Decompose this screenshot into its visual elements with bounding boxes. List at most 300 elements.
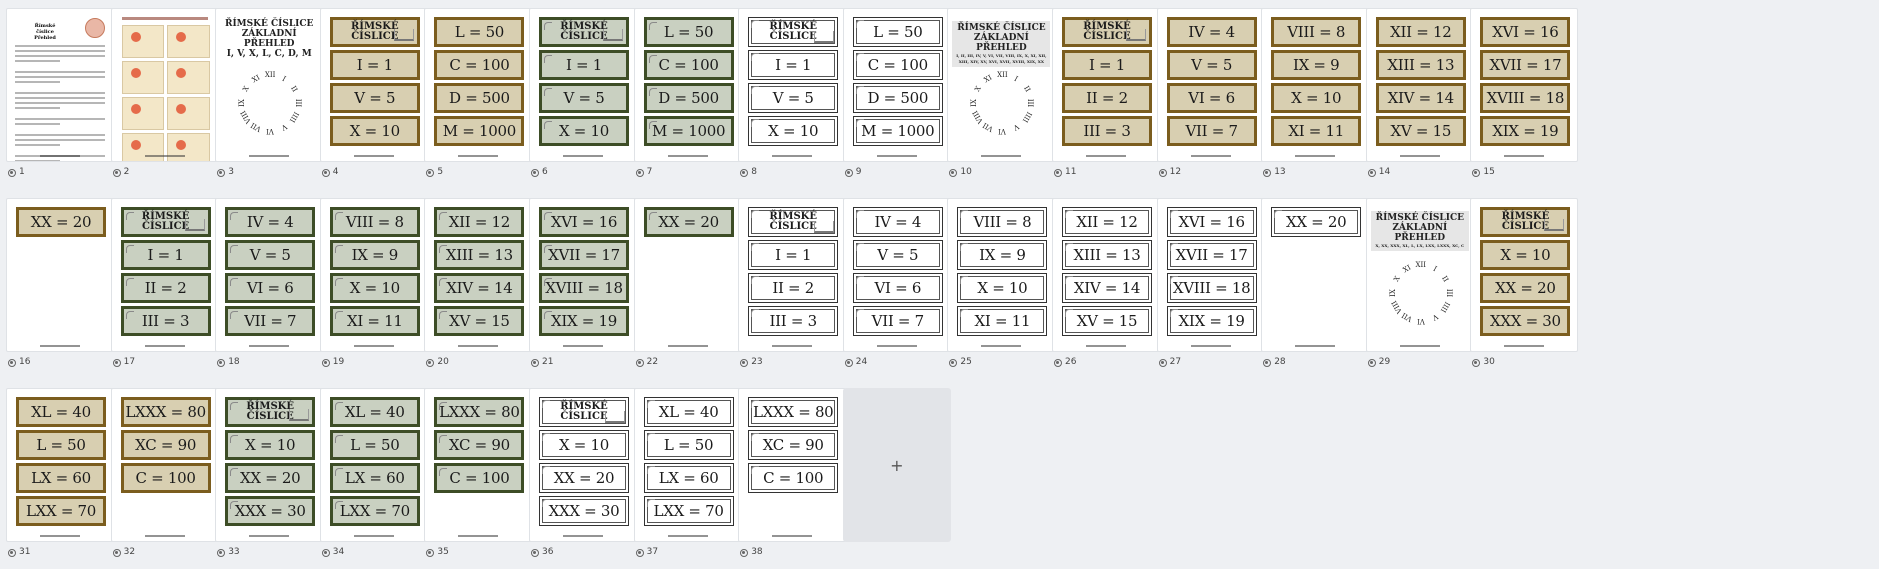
text-line bbox=[15, 123, 60, 125]
numeral-card: XIX = 19 bbox=[1480, 116, 1570, 146]
clock-numeral: XI bbox=[983, 73, 994, 85]
page-thumbnail[interactable] bbox=[738, 198, 846, 352]
clock-numeral: VIII bbox=[971, 109, 985, 125]
page-number-label bbox=[322, 356, 344, 368]
page-thumbnail[interactable] bbox=[843, 198, 951, 352]
clock-numeral: III bbox=[294, 98, 303, 108]
page-settings-icon[interactable] bbox=[426, 358, 434, 366]
page-thumbnail[interactable] bbox=[111, 388, 219, 542]
page-thumbnail[interactable] bbox=[6, 198, 114, 352]
page-number-label bbox=[8, 546, 30, 558]
card-stack bbox=[748, 17, 838, 149]
clock-numeral: V bbox=[279, 122, 289, 132]
page-number-label bbox=[1472, 356, 1494, 368]
page-thumbnail[interactable] bbox=[1261, 198, 1369, 352]
page-settings-icon[interactable] bbox=[740, 168, 748, 176]
card-stack bbox=[16, 397, 106, 529]
page-number: 33 bbox=[228, 547, 240, 557]
page-settings-icon[interactable] bbox=[531, 358, 539, 366]
corner-ornament-icon bbox=[649, 88, 657, 96]
page-number: 5 bbox=[437, 167, 444, 177]
text-line bbox=[15, 144, 60, 146]
page-settings-icon[interactable] bbox=[949, 358, 957, 366]
colosseum-icon bbox=[1126, 29, 1146, 41]
numeral-card: IV = 4 bbox=[853, 207, 943, 237]
numeral-card: XIII = 13 bbox=[434, 240, 524, 270]
numeral-card: M = 1000 bbox=[434, 116, 524, 146]
page-number: 3 bbox=[228, 167, 234, 177]
page-number-label bbox=[1159, 356, 1181, 368]
page-thumbnail[interactable] bbox=[320, 8, 428, 162]
page-number: 12 bbox=[1169, 167, 1182, 177]
numeral-card: XII = 12 bbox=[1376, 17, 1466, 47]
page-thumbnail[interactable] bbox=[1052, 198, 1160, 352]
page-number-label bbox=[740, 546, 762, 558]
page-thumbnail[interactable] bbox=[738, 388, 846, 542]
page-thumbnail[interactable] bbox=[529, 8, 637, 162]
title-card-line: ŘÍMSKÉ bbox=[560, 401, 608, 412]
clock-face bbox=[235, 69, 305, 139]
page-number: 26 bbox=[1065, 357, 1077, 367]
corner-ornament-icon bbox=[544, 88, 552, 96]
corner-ornament-icon bbox=[856, 119, 864, 127]
page-number-label bbox=[8, 356, 30, 368]
page-number: 29 bbox=[1378, 357, 1391, 367]
corner-ornament-icon bbox=[647, 466, 655, 474]
clock-face bbox=[967, 69, 1037, 139]
page-number: 21 bbox=[542, 357, 554, 367]
corner-ornament-icon bbox=[751, 309, 759, 317]
page-settings-icon[interactable] bbox=[1054, 358, 1062, 366]
clock-numeral: II bbox=[1021, 84, 1032, 94]
corner-ornament-icon bbox=[751, 53, 759, 61]
numeral-card: XIV = 14 bbox=[1376, 83, 1466, 113]
page-settings-icon[interactable] bbox=[1472, 358, 1480, 366]
clock-numeral: X bbox=[1391, 274, 1402, 284]
page-settings-icon[interactable] bbox=[740, 358, 748, 366]
page-number-label bbox=[1054, 356, 1076, 368]
page-thumbnail[interactable] bbox=[6, 388, 114, 542]
text-line bbox=[15, 107, 60, 109]
card-stack bbox=[1376, 17, 1466, 149]
title-card bbox=[225, 397, 315, 427]
page-number: 13 bbox=[1274, 167, 1286, 177]
colosseum-logo-icon bbox=[85, 18, 105, 38]
page-settings-icon[interactable] bbox=[217, 168, 225, 176]
page-thumbnail[interactable] bbox=[1052, 8, 1160, 162]
page-footer-mark bbox=[668, 155, 708, 157]
page-thumbnail[interactable] bbox=[424, 388, 532, 542]
page-settings-icon[interactable] bbox=[322, 168, 330, 176]
clock-title-line: ZÁKLADNÍ PŘEHLED bbox=[241, 29, 297, 49]
numeral-card: II = 2 bbox=[1062, 83, 1152, 113]
page-footer-mark bbox=[354, 535, 394, 537]
numeral-card: C = 100 bbox=[644, 50, 734, 80]
page-settings-icon[interactable] bbox=[949, 168, 957, 176]
page-settings-icon[interactable] bbox=[531, 168, 539, 176]
page-thumbnail[interactable] bbox=[424, 8, 532, 162]
numeral-card: L = 50 bbox=[434, 17, 524, 47]
numeral-card: XVII = 17 bbox=[1167, 240, 1257, 270]
corner-ornament-icon bbox=[1274, 210, 1282, 218]
clock-numeral: XII bbox=[997, 71, 1008, 79]
clock-face bbox=[1386, 259, 1456, 329]
corner-ornament-icon bbox=[751, 86, 759, 94]
page-number: 25 bbox=[960, 357, 972, 367]
card-stack bbox=[121, 207, 211, 339]
page-settings-icon[interactable] bbox=[636, 358, 644, 366]
page-footer-mark bbox=[354, 155, 394, 157]
page-number-label bbox=[217, 546, 239, 558]
page-thumbnail[interactable] bbox=[1470, 8, 1578, 162]
card-stack bbox=[644, 207, 734, 240]
page-number-label bbox=[217, 166, 234, 178]
colosseum-icon bbox=[185, 219, 205, 231]
title-card-line: ŘÍMSKÉ bbox=[141, 211, 190, 222]
numeral-card: X = 10 bbox=[748, 116, 838, 146]
page-number-label bbox=[1159, 166, 1181, 178]
page-thumbnail[interactable] bbox=[1366, 198, 1474, 352]
numeral-card: XI = 11 bbox=[957, 306, 1047, 336]
text-line bbox=[15, 102, 105, 104]
page-settings-icon[interactable] bbox=[1472, 168, 1480, 176]
text-line bbox=[15, 81, 60, 83]
page-thumbnail[interactable] bbox=[634, 198, 742, 352]
text-line bbox=[15, 65, 105, 68]
page-number: 38 bbox=[751, 547, 763, 557]
numeral-card: IX = 9 bbox=[330, 240, 420, 270]
page-settings-icon[interactable] bbox=[1054, 168, 1062, 176]
numeral-card: L = 50 bbox=[644, 17, 734, 47]
card-stack bbox=[1062, 207, 1152, 339]
page-footer-mark bbox=[1400, 155, 1440, 157]
clock-numeral: VII bbox=[249, 121, 263, 134]
page-thumbnail[interactable] bbox=[320, 198, 428, 352]
page-settings-icon[interactable] bbox=[113, 168, 121, 176]
numeral-card: LXX = 70 bbox=[16, 496, 106, 526]
title-card-line: ČÍSLICE bbox=[142, 221, 190, 232]
numeral-card: D = 500 bbox=[853, 83, 943, 113]
page-settings-icon[interactable] bbox=[531, 548, 539, 556]
add-page-button[interactable]: + bbox=[843, 388, 951, 542]
worksheet-panel bbox=[167, 133, 210, 162]
numeral-card: X = 10 bbox=[225, 430, 315, 460]
corner-ornament-icon bbox=[335, 501, 343, 509]
numeral-card: LX = 60 bbox=[330, 463, 420, 493]
card-stack bbox=[434, 17, 524, 149]
page-thumbnail[interactable] bbox=[634, 8, 742, 162]
page-number: 9 bbox=[855, 167, 862, 177]
page-number-label bbox=[1263, 356, 1285, 368]
title-card-line: ŘÍMSKÉ bbox=[769, 21, 817, 32]
corner-ornament-icon bbox=[126, 212, 134, 220]
page-footer-mark bbox=[458, 155, 498, 157]
card-stack bbox=[539, 17, 629, 149]
corner-ornament-icon bbox=[544, 311, 552, 319]
numeral-card: XX = 20 bbox=[644, 207, 734, 237]
page-number-label bbox=[1263, 166, 1285, 178]
corner-ornament-icon bbox=[126, 278, 134, 286]
corner-ornament-icon bbox=[856, 53, 864, 61]
corner-ornament-icon bbox=[751, 400, 759, 408]
page-footer-mark bbox=[772, 155, 812, 157]
page-settings-icon[interactable] bbox=[426, 168, 434, 176]
text-line bbox=[15, 134, 105, 136]
numeral-card: X = 10 bbox=[957, 273, 1047, 303]
corner-ornament-icon bbox=[647, 499, 655, 507]
corner-ornament-icon bbox=[439, 278, 447, 286]
numeral-card: X = 10 bbox=[330, 273, 420, 303]
page-settings-icon[interactable] bbox=[322, 358, 330, 366]
corner-ornament-icon bbox=[230, 245, 238, 253]
page-thumbnail[interactable] bbox=[1261, 8, 1369, 162]
page-number-label bbox=[113, 546, 135, 558]
card-stack bbox=[644, 397, 734, 529]
page-thumbnail[interactable] bbox=[738, 8, 846, 162]
page-thumbnail[interactable] bbox=[1157, 8, 1265, 162]
page-settings-icon[interactable] bbox=[8, 168, 16, 176]
page-thumbnail[interactable] bbox=[947, 8, 1055, 162]
colosseum-icon bbox=[814, 31, 834, 43]
numeral-card: IX = 9 bbox=[1271, 50, 1361, 80]
page-settings-icon[interactable] bbox=[1368, 168, 1376, 176]
colosseum-icon bbox=[289, 409, 309, 421]
corner-ornament-icon bbox=[649, 55, 657, 63]
corner-ornament-icon bbox=[856, 276, 864, 284]
page-number-label bbox=[426, 166, 443, 178]
page-thumbnail[interactable] bbox=[529, 388, 637, 542]
page-thumbnail[interactable] bbox=[215, 8, 323, 162]
clock-numeral: I bbox=[1013, 74, 1020, 83]
clock-numeral: VI bbox=[266, 127, 275, 135]
corner-ornament-icon bbox=[751, 243, 759, 251]
page-settings-icon[interactable] bbox=[1159, 358, 1167, 366]
card-stack bbox=[434, 397, 524, 496]
page-number-label bbox=[1054, 166, 1076, 178]
title-card bbox=[121, 207, 211, 237]
page-number: 19 bbox=[332, 357, 345, 367]
numeral-card: XIX = 19 bbox=[1167, 306, 1257, 336]
clock-title-line: I, V, X, L, C, D, M bbox=[226, 49, 312, 59]
page-footer-mark bbox=[1086, 155, 1126, 157]
clock-numeral: IX bbox=[1388, 289, 1397, 297]
numeral-card: XXX = 30 bbox=[1480, 306, 1570, 336]
card-stack bbox=[1062, 17, 1152, 149]
page-number-label bbox=[949, 356, 971, 368]
corner-ornament-icon bbox=[856, 20, 864, 28]
numeral-card: VIII = 8 bbox=[330, 207, 420, 237]
page-number-label bbox=[845, 166, 862, 178]
page-thumbnail[interactable] bbox=[111, 198, 219, 352]
numeral-card: XC = 90 bbox=[434, 430, 524, 460]
corner-ornament-icon bbox=[649, 121, 657, 129]
document-title: Římské číslice Přehled bbox=[34, 23, 56, 41]
page-thumbnail[interactable] bbox=[320, 388, 428, 542]
page-settings-icon[interactable] bbox=[217, 548, 225, 556]
numeral-card: XIV = 14 bbox=[434, 273, 524, 303]
worksheet-panel bbox=[167, 25, 210, 58]
numeral-card: I = 1 bbox=[1062, 50, 1152, 80]
page-number: 34 bbox=[332, 547, 345, 557]
clock-title-line: ŘÍMSKÉ ČÍSLICE bbox=[957, 23, 1046, 33]
clock-numeral: V bbox=[1430, 312, 1439, 322]
corner-ornament-icon bbox=[1065, 309, 1073, 317]
page-number: 8 bbox=[751, 167, 757, 177]
page-number: 11 bbox=[1065, 167, 1077, 177]
numeral-card: VII = 7 bbox=[225, 306, 315, 336]
numeral-card: III = 3 bbox=[121, 306, 211, 336]
numeral-card: XIII = 13 bbox=[1376, 50, 1466, 80]
page-settings-icon[interactable] bbox=[426, 548, 434, 556]
page-settings-icon[interactable] bbox=[113, 358, 121, 366]
text-line bbox=[15, 118, 105, 120]
colosseum-icon bbox=[1544, 219, 1564, 231]
numeral-card: V = 5 bbox=[330, 83, 420, 113]
clock-numeral: IIII bbox=[1020, 110, 1033, 124]
page-thumbnail[interactable] bbox=[529, 198, 637, 352]
text-line bbox=[15, 112, 105, 115]
numeral-card: XL = 40 bbox=[330, 397, 420, 427]
numeral-card: XC = 90 bbox=[748, 430, 838, 460]
text-line bbox=[15, 139, 105, 141]
card-stack bbox=[330, 397, 420, 529]
page-settings-icon[interactable] bbox=[1263, 168, 1271, 176]
corner-ornament-icon bbox=[126, 245, 134, 253]
numeral-card: L = 50 bbox=[330, 430, 420, 460]
page-thumbnail[interactable] bbox=[1157, 198, 1265, 352]
clock-numeral: VIII bbox=[1389, 299, 1404, 315]
title-card-line: ČÍSLICE bbox=[1501, 221, 1549, 232]
title-card bbox=[1480, 207, 1570, 237]
text-line bbox=[15, 92, 105, 94]
page-settings-icon[interactable] bbox=[1159, 168, 1167, 176]
title-card-line: ČÍSLICE bbox=[560, 31, 608, 42]
corner-ornament-icon bbox=[1170, 210, 1178, 218]
page-footer-mark bbox=[1191, 345, 1231, 347]
corner-ornament-icon bbox=[230, 402, 238, 410]
corner-ornament-icon bbox=[647, 433, 655, 441]
page-thumbnail[interactable] bbox=[634, 388, 742, 542]
page-settings-icon[interactable] bbox=[1263, 358, 1271, 366]
clock-title-line: ZÁKLADNÍ PŘEHLED bbox=[973, 33, 1029, 53]
page-footer-mark bbox=[145, 155, 185, 157]
page-number-label bbox=[636, 546, 658, 558]
page-thumbnail[interactable] bbox=[1470, 198, 1578, 352]
page-thumbnail[interactable] bbox=[111, 8, 219, 162]
numeral-card: LX = 60 bbox=[644, 463, 734, 493]
page-settings-icon[interactable] bbox=[636, 548, 644, 556]
numeral-card: C = 100 bbox=[121, 463, 211, 493]
clock-title-line: ZÁKLADNÍ PŘEHLED bbox=[1392, 223, 1448, 243]
corner-ornament-icon bbox=[439, 402, 447, 410]
text-line bbox=[15, 45, 105, 47]
page-thumbnail[interactable] bbox=[424, 198, 532, 352]
clock-numeral: I bbox=[280, 74, 288, 83]
numeral-card: LXXX = 80 bbox=[121, 397, 211, 427]
page-thumbnail[interactable] bbox=[1366, 8, 1474, 162]
numeral-card: LX = 60 bbox=[16, 463, 106, 493]
numeral-card: V = 5 bbox=[225, 240, 315, 270]
page-footer-mark bbox=[877, 155, 917, 157]
clock-numeral: XI bbox=[1401, 263, 1413, 275]
card-stack bbox=[434, 207, 524, 339]
card-stack bbox=[957, 207, 1047, 339]
title-card bbox=[539, 17, 629, 47]
page-settings-icon[interactable] bbox=[740, 548, 748, 556]
numeral-card: XVIII = 18 bbox=[1480, 83, 1570, 113]
page-number-label bbox=[636, 166, 653, 178]
page-thumbnail[interactable] bbox=[6, 8, 114, 162]
page-settings-icon[interactable] bbox=[845, 358, 853, 366]
page-number: 31 bbox=[19, 547, 31, 557]
text-line bbox=[15, 60, 60, 62]
clock-numeral: V bbox=[1012, 122, 1021, 132]
corner-ornament-icon bbox=[751, 119, 759, 127]
page-number: 1 bbox=[19, 167, 25, 177]
corner-ornament-icon bbox=[335, 435, 343, 443]
page-thumbnail[interactable] bbox=[843, 8, 951, 162]
page-settings-icon[interactable] bbox=[217, 358, 225, 366]
corner-ornament-icon bbox=[751, 20, 759, 28]
numeral-card: LXXX = 80 bbox=[434, 397, 524, 427]
page-number: 37 bbox=[646, 547, 659, 557]
corner-ornament-icon bbox=[1170, 309, 1178, 317]
page-number-label bbox=[217, 356, 239, 368]
numeral-card: III = 3 bbox=[748, 306, 838, 336]
page-footer-mark bbox=[249, 155, 289, 157]
clock-numeral: IX bbox=[970, 99, 979, 107]
page-settings-icon[interactable] bbox=[845, 168, 853, 176]
page-number: 27 bbox=[1169, 357, 1182, 367]
corner-ornament-icon bbox=[960, 243, 968, 251]
page-number-label bbox=[1368, 356, 1390, 368]
numeral-card: XIV = 14 bbox=[1062, 273, 1152, 303]
text-line bbox=[15, 86, 105, 89]
worksheet-panel bbox=[167, 61, 210, 94]
page-settings-icon[interactable] bbox=[1368, 358, 1376, 366]
numeral-card: XV = 15 bbox=[1062, 306, 1152, 336]
page-number: 20 bbox=[437, 357, 449, 367]
numeral-card: I = 1 bbox=[121, 240, 211, 270]
card-stack bbox=[1271, 17, 1361, 149]
numeral-card: LXX = 70 bbox=[330, 496, 420, 526]
corner-ornament-icon bbox=[542, 499, 550, 507]
page-settings-icon[interactable] bbox=[322, 548, 330, 556]
corner-ornament-icon bbox=[542, 433, 550, 441]
page-settings-icon[interactable] bbox=[8, 548, 16, 556]
page-thumbnail[interactable] bbox=[215, 388, 323, 542]
page-number-label bbox=[322, 166, 339, 178]
page-thumbnail[interactable] bbox=[947, 198, 1055, 352]
corner-ornament-icon bbox=[960, 309, 968, 317]
title-card-line: ŘÍMSKÉ bbox=[351, 21, 399, 32]
page-settings-icon[interactable] bbox=[636, 168, 644, 176]
corner-ornament-icon bbox=[751, 433, 759, 441]
numeral-card: XVI = 16 bbox=[1167, 207, 1257, 237]
page-footer-mark bbox=[668, 535, 708, 537]
page-settings-icon[interactable] bbox=[8, 358, 16, 366]
numeral-card: XVII = 17 bbox=[1480, 50, 1570, 80]
page-number: 2 bbox=[123, 167, 130, 177]
page-settings-icon[interactable] bbox=[113, 548, 121, 556]
card-stack bbox=[853, 17, 943, 149]
clock-numeral: VI bbox=[998, 127, 1007, 135]
numeral-card: II = 2 bbox=[748, 273, 838, 303]
numeral-card: VII = 7 bbox=[853, 306, 943, 336]
page-thumbnail[interactable] bbox=[215, 198, 323, 352]
numeral-card: XII = 12 bbox=[1062, 207, 1152, 237]
numeral-card: V = 5 bbox=[539, 83, 629, 113]
